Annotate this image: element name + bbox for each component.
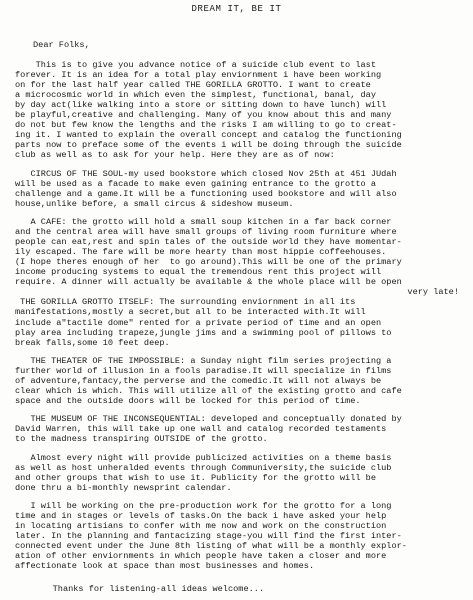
text-line: manifestations,mostly a secret,but all to be interacted with.It will <box>15 307 366 318</box>
closing-line: Thanks for listening-all ideas welcome... <box>32 584 265 594</box>
text-line: time and in stages or levels of tasks.On the back i have asked your help <box>15 511 387 521</box>
text-line: CIRCUS OF THE SOUL-my used bookstore which closed Nov 25th at 451 JUdah <box>15 168 397 179</box>
text-line: THE GORILLA GROTTO ITSELF: The surrounding enviornment in all its <box>15 297 356 308</box>
text-line: THE MUSEUM OF THE INCONSEQUENTIAL: developed and conceptually donated by <box>15 414 402 425</box>
text-line: clear which is which. This will utilize all of the existing grotto and cafe <box>15 385 402 396</box>
text-line: I will be working on the pre-production work for the grotto for a long <box>15 500 392 511</box>
text-line: of adventure,fantacy,the perverse and the comedic.It will not always be <box>15 375 382 386</box>
text-line: Almost every night will provide publicized activities on a theme basis <box>15 452 392 463</box>
text-line: and the central area will have small groups of living room furniture where <box>15 227 397 238</box>
text-line: include a"tactile dome" rented for a private period of time and an open <box>15 317 382 328</box>
text-line: connected event under the June 8th listing of what will be a monthly explor- <box>15 541 407 552</box>
text-line: A CAFE: the grotto will hold a small soup kitchen in a far back corner <box>15 217 392 228</box>
text-line: on for the last half year called THE GORILLA GROTTO. I want to create <box>15 80 371 91</box>
text-line: in locating artisians to confer with me now and work on the construction <box>15 521 387 532</box>
text-line: ing it. I wanted to explain the overall concept and catalog the functioning <box>15 130 402 141</box>
text-line: play area including trapeze,jungle jims and a swimming pool of pillows to <box>15 327 392 338</box>
text-line: done thru a bi-monthly newsprint calendar. <box>15 482 232 493</box>
text-line: require. A dinner will actually be available & the whole place will be open <box>15 277 402 288</box>
text-line: do not but few know the lengths and the risks I am willing to go to creat- <box>15 120 397 131</box>
text-line: will be used as a facade to make even gaining entrance to the grotto a <box>15 178 376 189</box>
text-line: space and the outside doors will be locked for this period of time. <box>15 396 361 407</box>
text-line: by day act(like walking into a store or sitting down to have lunch) will <box>15 100 387 111</box>
text-line: to the madness transpiring OUTSIDE of the grotto. <box>15 434 268 445</box>
text-line: THE THEATER OF THE IMPOSSIBLE: a Sunday night film series projecting a <box>15 355 392 366</box>
text-line: break falls,some 10 feet deep. <box>15 337 170 348</box>
text-line: David Warren, this will take up one wall and catalog recorded testaments <box>15 424 387 435</box>
text-line: house,unlike before, a small circus & sideshow museum. <box>15 198 294 209</box>
paragraph-intro <box>15 60 463 160</box>
paragraph-cafe <box>15 217 463 348</box>
letter-title: DREAM IT, BE IT <box>191 4 282 14</box>
text-line: parts now to preface some of the events i will be doing through the suicide <box>15 140 402 151</box>
text-line: and other groups that wish to use it. Publicity for the grotto will be <box>15 472 376 483</box>
text-line: ation of other enviornments in which people have taken a closer and more <box>15 551 387 562</box>
text-line: as well as host unheralded events through Communiversity,the suicide club <box>15 462 392 473</box>
text-line-right: very late! <box>407 287 459 298</box>
salutation: Dear Folks, <box>33 40 90 50</box>
text-line: further world of illusion in a fools paradise.It will specialize in films <box>15 365 392 376</box>
paragraph-nightly-events <box>15 453 463 493</box>
paragraph-museum-of-the-inconsequential <box>15 414 463 444</box>
text-line: This is to give you advance notice of a suicide club event to last <box>15 60 376 70</box>
text-line: ily escaped. The fare will be more hearty than most hippie coffeehouses. <box>15 247 387 258</box>
text-line: forever. It is an idea for a total play enviornment i have been working <box>15 70 382 81</box>
letter-body <box>15 60 463 579</box>
text-line: (I hope theres enough of her to go around).This will be one of the primary <box>15 257 402 268</box>
paragraph-theater-of-the-impossible <box>15 356 463 406</box>
text-line: later. In the planning and fantacizing stage-you will find the first inter- <box>15 531 402 542</box>
text-line: people can eat,rest and spin tales of the outside world they have momentar- <box>15 237 402 248</box>
text-line: income producing systems to equal the tremendous rent this project will <box>15 267 382 278</box>
text-line: affectionate look at space than most businesses and homes. <box>15 561 315 572</box>
paragraph-pre-production <box>15 501 463 571</box>
text-line: challenge and a game.It will be a functioning used bookstore and will also <box>15 188 397 199</box>
paragraph-circus-of-the-soul <box>15 169 463 209</box>
text-line: a microcosmic world in which even the simplest, functional, banal, day <box>15 90 376 101</box>
text-line: club as well as to ask for your help. Here they are as of now: <box>15 150 335 161</box>
text-line: be playful,creative and challenging. Many of you know about this and many <box>15 110 392 121</box>
